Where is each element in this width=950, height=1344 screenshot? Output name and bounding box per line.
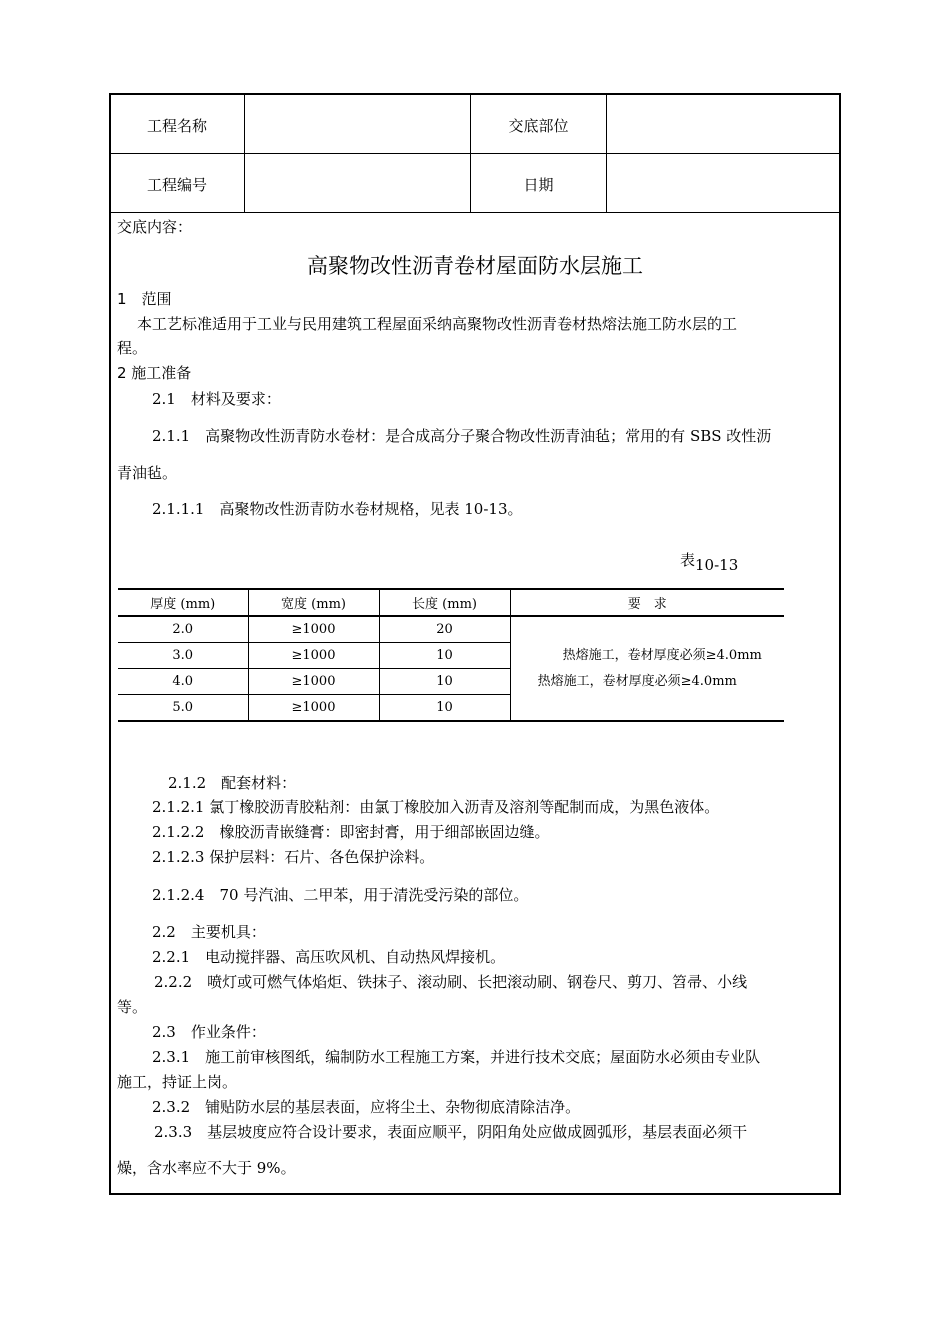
table-header-cell: 厚度 (mm) xyxy=(118,589,248,616)
table-cell: ≥1000 xyxy=(248,643,379,669)
section-2-2-2-line2: 等。 xyxy=(117,998,148,1016)
section-2-2-1: 2.2.1 电动搅拌器、高压吹风机、自动热风焊接机。 xyxy=(152,948,506,966)
section-2-1-1-line1: 2.1.1 高聚物改性沥青防水卷材：是合成高分子聚合物改性沥青油毡；常用的有 SBS 改性沥 xyxy=(152,427,772,445)
section-2-3-2: 2.3.2 铺贴防水层的基层表面，应将尘土、杂物彻底清除洁净。 xyxy=(152,1098,581,1116)
date-label: 日期 xyxy=(523,176,554,194)
table-caption-prefix: 表 xyxy=(680,551,696,569)
section-2-1-2-4: 2.1.2.4 70 号汽油、二甲苯，用于清洗受污染的部位。 xyxy=(152,886,529,904)
requirement-line-1: 热熔施工，卷材厚度必须≥4.0mm xyxy=(562,647,762,663)
handover-part-label: 交底部位 xyxy=(508,117,569,135)
table-cell: 10 xyxy=(379,643,510,669)
table-cell: 2.0 xyxy=(118,616,248,643)
header-col-2 xyxy=(470,93,471,213)
section-2-1-2-1: 2.1.2.1 氯丁橡胶沥青胶粘剂：由氯丁橡胶加入沥青及溶剂等配制而成，为黑色液体。 xyxy=(152,798,720,816)
table-cell: ≥1000 xyxy=(248,669,379,695)
table-cell: 5.0 xyxy=(118,695,248,722)
section-2-heading: 2 施工准备 xyxy=(117,364,192,382)
requirement-cell xyxy=(510,616,784,721)
table-caption-number: 10-13 xyxy=(695,556,739,574)
section-1-body-1: 本工艺标准适用于工业与民用建筑工程屋面采纳高聚物改性沥青卷材热熔法施工防水层的工 xyxy=(137,315,738,333)
table-header-cell: 宽度 (mm) xyxy=(248,589,379,616)
requirement-line-2: 热熔施工，卷材厚度必须≥4.0mm xyxy=(537,673,737,689)
table-cell: 3.0 xyxy=(118,643,248,669)
table-cell: 10 xyxy=(379,695,510,722)
section-2-1-2-2: 2.1.2.2 橡胶沥青嵌缝膏：即密封膏，用于细部嵌固边缝。 xyxy=(152,823,550,841)
section-2-1-2: 2.1.2 配套材料： xyxy=(168,774,297,792)
section-2-3-1-line1: 2.3.1 施工前审核图纸，编制防水工程施工方案，并进行技术交底；屋面防水必须由专业队 xyxy=(152,1048,761,1066)
section-2-1: 2.1 材料及要求： xyxy=(152,390,281,408)
project-name-label: 工程名称 xyxy=(146,117,207,135)
table-cell: 20 xyxy=(379,616,510,643)
section-2-3-3-line2: 燥，含水率应不大于 9%。 xyxy=(117,1159,296,1177)
content-label: 交底内容： xyxy=(117,218,193,236)
section-2-3: 2.3 作业条件： xyxy=(152,1023,266,1041)
section-1-heading: 1 范围 xyxy=(117,290,172,308)
header-col-1 xyxy=(244,93,245,213)
section-2-3-1-line2: 施工，持证上岗。 xyxy=(117,1073,238,1091)
table-cell: 10 xyxy=(379,669,510,695)
project-no-label: 工程编号 xyxy=(146,176,207,194)
table-caption xyxy=(680,550,739,574)
section-2-2-2-line1: 2.2.2 喷灯或可燃气体焰炬、铁抹子、滚动刷、长把滚动刷、钢卷尺、剪刀、笤帚、小线 xyxy=(154,973,748,991)
header-divider-2 xyxy=(109,212,841,213)
spec-table xyxy=(118,588,784,722)
header-divider-1 xyxy=(109,153,841,154)
section-1-body-2: 程。 xyxy=(117,339,148,357)
table-cell: ≥1000 xyxy=(248,695,379,722)
table-header-cell: 要 求 xyxy=(510,589,784,616)
section-2-1-1-1: 2.1.1.1 高聚物改性沥青防水卷材规格，见表 10-13。 xyxy=(152,500,523,518)
section-2-3-3-line1: 2.3.3 基层坡度应符合设计要求，表面应顺平，阴阳角处应做成圆弧形，基层表面必须干 xyxy=(154,1123,748,1141)
page-title: 高聚物改性沥青卷材屋面防水层施工 xyxy=(307,254,643,278)
header-col-3 xyxy=(606,93,607,213)
table-header-cell: 长度 (mm) xyxy=(379,589,510,616)
table-row xyxy=(118,616,784,643)
table-cell: 4.0 xyxy=(118,669,248,695)
table-header-row xyxy=(118,589,784,616)
section-2-1-1-line2: 青油毡。 xyxy=(117,464,178,482)
section-2-2: 2.2 主要机具： xyxy=(152,923,266,941)
table-cell: ≥1000 xyxy=(248,616,379,643)
section-2-1-2-3: 2.1.2.3 保护层料：石片、各色保护涂料。 xyxy=(152,848,435,866)
